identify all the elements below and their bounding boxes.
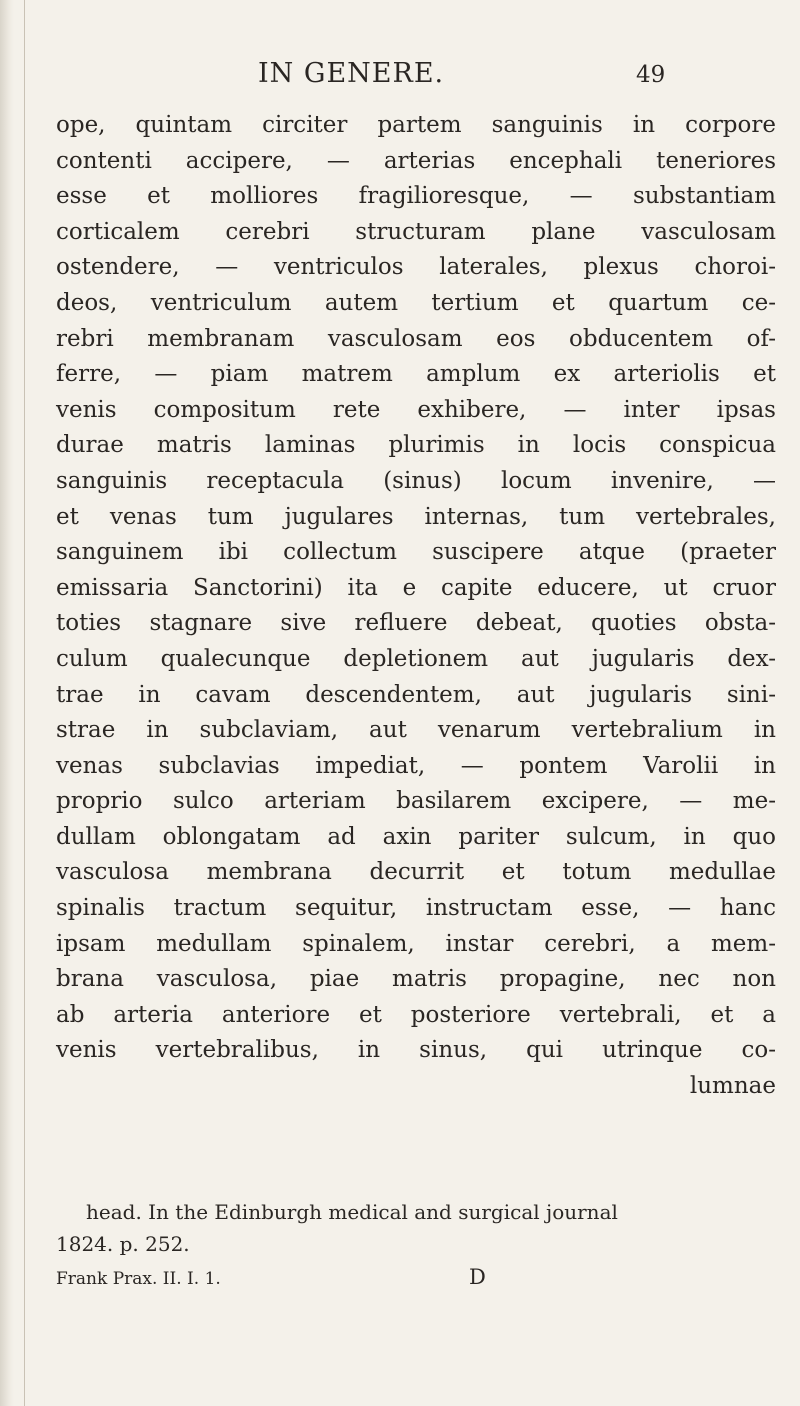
- signature-mark: Frank Prax. II. I. 1.: [56, 1269, 221, 1289]
- footnote-line: head. In the Edinburgh medical and surgical journal: [86, 1200, 618, 1224]
- text-line: culum qualecunque depletionem aut jugularis dex-: [56, 645, 776, 672]
- text-line: sanguinem ibi collectum suscipere atque (praeter: [56, 539, 776, 566]
- page-edge-line: [24, 0, 25, 1406]
- running-head: IN GENERE.: [258, 58, 445, 89]
- text-line: sanguinis receptacula (sinus) locum invenire, —: [56, 467, 776, 494]
- text-line: emissaria Sanctorini) ita e capite educere, ut cruor: [56, 574, 776, 601]
- body-text: [56, 108, 776, 1105]
- text-line: proprio sulco arteriam basilarem excipere, — me-: [56, 788, 776, 815]
- text-line: ope, quintam circiter partem sanguinis in corpore: [56, 112, 776, 138]
- gathering-letter: D: [469, 1265, 486, 1289]
- footnote: [56, 1196, 780, 1260]
- text-line: venis compositum rete exhibere, — inter ipsas: [56, 396, 776, 423]
- footnote-line: 1824. p. 252.: [56, 1232, 190, 1256]
- text-line: toties stagnare sive refluere debeat, quoties obsta-: [56, 610, 776, 637]
- book-spine-shadow: [0, 0, 14, 1406]
- text-line: ipsam medullam spinalem, instar cerebri, a mem-: [56, 930, 776, 957]
- text-line: corticalem cerebri structuram plane vasculosam: [56, 218, 776, 245]
- page-number: 49: [636, 62, 666, 88]
- text-line: brana vasculosa, piae matris propagine, nec non: [56, 966, 776, 993]
- text-line: vasculosa membrana decurrit et totum medullae: [56, 859, 776, 886]
- text-line: ferre, — piam matrem amplum ex arteriolis et: [56, 361, 776, 388]
- text-line: venas subclavias impediat, — pontem Varolii in: [56, 752, 776, 779]
- text-line: spinalis tractum sequitur, instructam esse, — hanc: [56, 895, 776, 922]
- text-line: rebri membranam vasculosam eos obducentem of-: [56, 325, 776, 352]
- text-line: trae in cavam descendentem, aut jugularis sini-: [56, 681, 776, 708]
- text-line: venis vertebralibus, in sinus, qui utrinque co-: [56, 1037, 776, 1064]
- text-line: ostendere, — ventriculos laterales, plexus choroi-: [56, 254, 776, 281]
- text-line: contenti accipere, — arterias encephali teneriores: [56, 147, 776, 174]
- text-line: et venas tum jugulares internas, tum vertebrales,: [56, 503, 776, 530]
- text-line: esse et molliores fragilioresque, — substantiam: [56, 183, 776, 210]
- text-line: dullam oblongatam ad axin pariter sulcum, in quo: [56, 823, 776, 850]
- text-line-final: lumnae: [689, 1073, 776, 1100]
- text-line: ab arteria anteriore et posteriore vertebrali, et a: [56, 1001, 776, 1028]
- text-line: durae matris laminas plurimis in locis conspicua: [56, 432, 776, 459]
- text-line: strae in subclaviam, aut venarum vertebralium in: [56, 717, 776, 744]
- signature-row: [56, 1265, 776, 1293]
- text-line: deos, ventriculum autem tertium et quartum ce-: [56, 289, 776, 316]
- page-header: [0, 58, 800, 98]
